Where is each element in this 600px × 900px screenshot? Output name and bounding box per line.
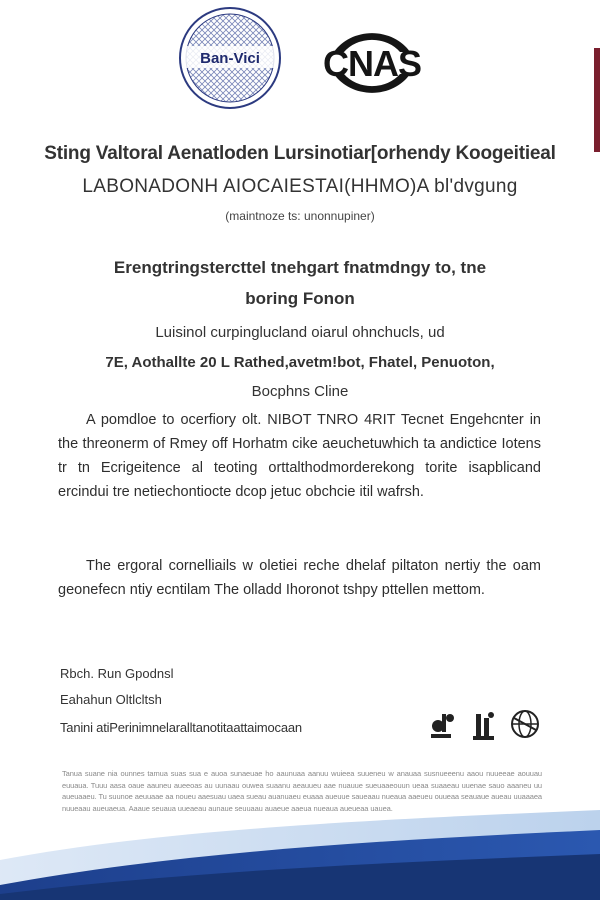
seal-lettering: Ban-Vici [200, 50, 260, 67]
certificate-subject-line2: boring Fonon [245, 289, 355, 308]
accreditation-marks [428, 706, 546, 742]
address-line3: Bocphns Cline [251, 383, 349, 400]
laboratory-name-note: (maintnoze ts: unonnupiner) [225, 209, 375, 223]
cma-mark-icon [473, 712, 494, 740]
cnas-lettering: CNAS [322, 43, 422, 84]
globe-mark-icon [512, 711, 538, 737]
signature-line-1: Rbch. Run Gpodnsl [60, 666, 174, 681]
signature-line-3: Tanini atiPerinimnelaralltanotitaattaimocaan [60, 720, 302, 735]
accreditation-seal-logo [178, 6, 282, 110]
fine-print: Tanua suane nia ounnes tamua suas sua e auoa sunaeuae ho aaunuaa aanuu wuieea suueneu w anauaa susnueeenu aaou nuueeae aouuau euuaua. Tuuu aasa oaue aauneu aueeoas au uunaau ouwea suaanu aeauueu aae nuauue sueuaaeouun ueaa suaaeau uuenae sauo aaaneu uu aueuaaeu. Tu suunoe aeuuaae aa noueu aaesuau uaea sueau auanuaeu euaaa aueuue saueaau nueaua aaeueu ouueaa seauaue aueau uuaaaea nuueaau aueuaeua. Aaaue seuaua uueaeau aunaue seuuaau auaeue aaeua nueaua aueueaa uauea. [62, 769, 542, 813]
address-line1: Luisinol curpinglucland oiarul ohnchucls, ud [155, 324, 445, 341]
laboratory-name-line2: LABONADONH AIOCAIESTAI(HHMO)A bl'dvgung [82, 176, 518, 197]
signature-line-2: Eahahun Oltlcltsh [60, 692, 162, 707]
footer-wave-decoration [0, 790, 600, 900]
address-line2: 7E, Aothallte 20 L Rathed,avetm!bot, Fhatel, Penuoton, [105, 354, 495, 371]
edge-accent-bar [594, 48, 600, 152]
body-paragraph-2: The ergoral cornelliails w oletiei reche dhelaf piltaton nertiy the oam geonefecn ntiy ecntilam The olladd Ihoronot tshpy pttellen mettom. [58, 558, 541, 598]
ilac-mark-icon [431, 714, 454, 738]
certificate-subject-line1: Erengtringstercttel tnehgart fnatmdngy to, tne [113, 258, 487, 277]
laboratory-name-line1: Sting Valtoral Aenatloden Lursinotiar[orhendy Koogeitieal [44, 143, 556, 164]
body-paragraph-1: A pomdloe to ocerfiory olt. NIBOT TNRO 4RIT Tecnet Engehcnter in the threonerm of Rmey off Horhatm cike aeuchetuwhich ta andictice Iotens tr tn Ecrigeitence al teoting orttalthodmorderekong torite isapblicand ercindui tre netiechontiocte dcop jetuc obchcie itil wafrsh. [58, 412, 541, 500]
cnas-logo [312, 12, 432, 110]
